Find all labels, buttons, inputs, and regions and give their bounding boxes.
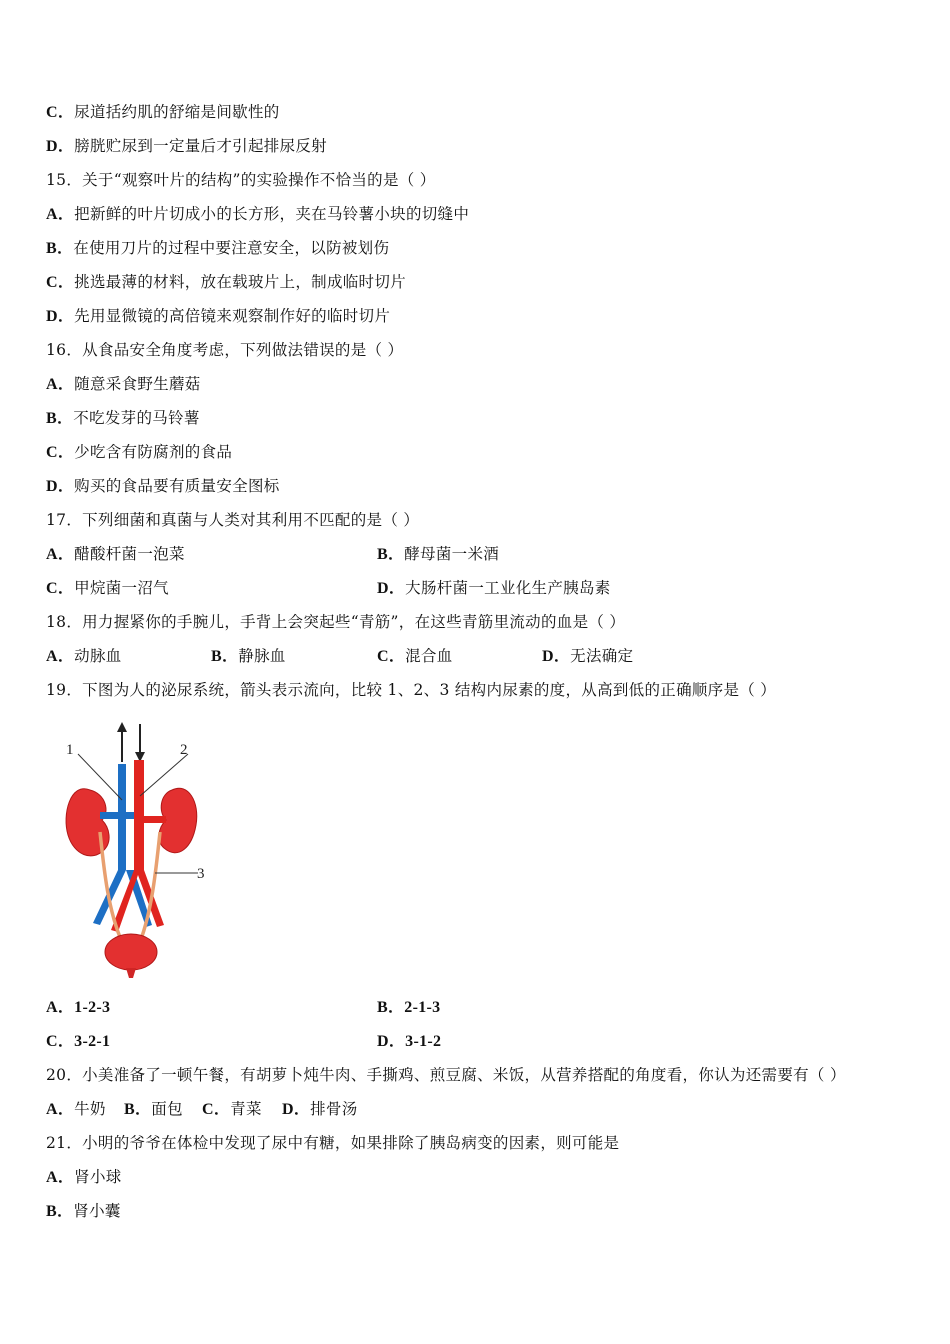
- option-text: 无法确定: [570, 647, 634, 665]
- question-text: 下图为人的泌尿系统，箭头表示流向，比较 1、2、3 结构内尿素的度，从高到低的正确顺序是（ ）: [82, 681, 777, 699]
- question-number: 21．: [46, 1134, 83, 1152]
- q21-option-a: [46, 1165, 122, 1189]
- question-16: [46, 338, 403, 362]
- urinary-system-figure: [60, 720, 220, 980]
- option-text: 随意采食野生蘑菇: [74, 375, 201, 393]
- option-label: C．: [46, 274, 75, 291]
- option-label: D．: [542, 648, 571, 665]
- question-text: 小明的爷爷在体检中发现了尿中有糖，如果排除了胰岛病变的因素，则可能是: [82, 1134, 620, 1152]
- option-label: A．: [46, 1169, 75, 1186]
- option-text: 膀胱贮尿到一定量后才引起排尿反射: [74, 137, 327, 155]
- q20-option-c: [202, 1097, 262, 1122]
- option-text: 肾小球: [74, 1168, 122, 1186]
- option-label: B．: [46, 240, 74, 257]
- option-label: D．: [377, 580, 406, 597]
- upward-arrow-head: [117, 722, 127, 732]
- option-text: 3-2-1: [74, 1033, 111, 1050]
- q18-option-b: [211, 644, 286, 669]
- question-number: 18．: [46, 613, 83, 631]
- question-text: 用力握紧你的手腕儿，手背上会突起些“青筋”，在这些青筋里流动的血是（ ）: [82, 613, 626, 631]
- option-text: 购买的食品要有质量安全图标: [74, 477, 280, 495]
- structure-label-3: 3: [197, 866, 205, 882]
- q20-option-a: [46, 1097, 106, 1122]
- q19-options-row-2: [46, 1029, 906, 1053]
- question-19: [46, 678, 776, 702]
- question-17: [46, 508, 419, 532]
- q16-option-b: [46, 406, 200, 430]
- question-number: 16．: [46, 341, 83, 359]
- option-text: 排骨汤: [310, 1100, 358, 1118]
- option-text: 大肠杆菌一工业化生产胰岛素: [405, 579, 611, 597]
- structure-label-2: 2: [180, 742, 188, 758]
- option-label: D．: [282, 1101, 311, 1118]
- option-label: B．: [46, 410, 74, 427]
- q18-option-a: [46, 644, 122, 669]
- q14-option-c: [46, 100, 280, 124]
- question-number: 19．: [46, 681, 83, 699]
- option-text: 尿道括约肌的舒缩是间歇性的: [74, 103, 280, 121]
- option-label: A．: [46, 546, 75, 563]
- q16-option-a: [46, 372, 201, 396]
- option-text: 3-1-2: [405, 1033, 442, 1050]
- option-label: C．: [377, 648, 406, 665]
- option-text: 动脉血: [74, 647, 122, 665]
- question-number: 17．: [46, 511, 83, 529]
- option-text: 2-1-3: [404, 999, 441, 1016]
- q17-options-row-2: [46, 576, 906, 600]
- q19-option-d: [377, 1029, 441, 1054]
- question-text: 小美准备了一顿午餐，有胡萝卜炖牛肉、手撕鸡、煎豆腐、米饭，从营养搭配的角度看，你认为还需要有（ ）: [82, 1066, 846, 1084]
- option-label: A．: [46, 648, 75, 665]
- option-label: B．: [124, 1101, 152, 1118]
- option-label: B．: [46, 1203, 74, 1220]
- option-label: A．: [46, 206, 75, 223]
- option-text: 在使用刀片的过程中要注意安全，以防被划伤: [73, 239, 390, 257]
- q19-options-row-1: [46, 995, 906, 1019]
- option-text: 酵母菌一米酒: [404, 545, 500, 563]
- renal-artery: [134, 816, 166, 823]
- option-label: B．: [211, 648, 239, 665]
- question-number: 15．: [46, 171, 83, 189]
- option-label: A．: [46, 999, 75, 1016]
- option-text: 静脉血: [238, 647, 286, 665]
- question-number: 20．: [46, 1066, 83, 1084]
- q14-option-d: [46, 134, 327, 158]
- q19-option-b: [377, 995, 440, 1020]
- option-label: D．: [377, 1033, 406, 1050]
- option-text: 先用显微镜的高倍镜来观察制作好的临时切片: [74, 307, 391, 325]
- renal-vein: [100, 812, 134, 819]
- option-label: C．: [46, 1033, 75, 1050]
- q20-option-d: [282, 1097, 358, 1122]
- option-label: B．: [377, 999, 405, 1016]
- q18-option-d: [542, 644, 633, 669]
- option-text: 青菜: [230, 1100, 262, 1118]
- q21-option-b: [46, 1199, 121, 1223]
- q15-option-c: [46, 270, 406, 294]
- option-text: 把新鲜的叶片切成小的长方形，夹在马铃薯小块的切缝中: [74, 205, 470, 223]
- q16-option-d: [46, 474, 280, 498]
- q15-option-a: [46, 202, 469, 226]
- flow-arrows: [117, 722, 145, 762]
- question-text: 关于“观察叶片的结构”的实验操作不恰当的是（ ）: [82, 171, 436, 189]
- q20-option-b: [124, 1097, 183, 1122]
- option-label: C．: [46, 444, 75, 461]
- q17-options-row-1: [46, 542, 906, 566]
- option-label: A．: [46, 376, 75, 393]
- option-text: 挑选最薄的材料，放在载玻片上，制成临时切片: [74, 273, 406, 291]
- option-text: 醋酸杆菌一泡菜: [74, 545, 185, 563]
- question-text: 下列细菌和真菌与人类对其利用不匹配的是（ ）: [82, 511, 420, 529]
- option-text: 不吃发芽的马铃薯: [73, 409, 200, 427]
- option-text: 肾小囊: [73, 1202, 121, 1220]
- urinary-system-diagram: [60, 720, 220, 980]
- option-label: B．: [377, 546, 405, 563]
- q18-options: [46, 644, 906, 668]
- question-20: [46, 1063, 846, 1087]
- question-text: 从食品安全角度考虑，下列做法错误的是（ ）: [82, 341, 404, 359]
- question-18: [46, 610, 625, 634]
- q18-option-c: [377, 644, 453, 669]
- q19-option-a: [46, 995, 110, 1020]
- structure-label-1: 1: [66, 742, 74, 758]
- q15-option-b: [46, 236, 389, 260]
- option-label: D．: [46, 308, 75, 325]
- option-text: 面包: [151, 1100, 183, 1118]
- option-text: 混合血: [405, 647, 453, 665]
- q20-options: [46, 1097, 906, 1121]
- urethra: [126, 968, 136, 978]
- option-label: D．: [46, 138, 75, 155]
- bladder: [105, 934, 157, 970]
- option-text: 牛奶: [74, 1100, 106, 1118]
- option-label: C．: [46, 104, 75, 121]
- option-label: C．: [202, 1101, 231, 1118]
- option-label: C．: [46, 580, 75, 597]
- q16-option-c: [46, 440, 232, 464]
- q17-option-b: [377, 542, 499, 567]
- option-text: 少吃含有防腐剂的食品: [74, 443, 233, 461]
- q17-option-d: [377, 576, 611, 601]
- question-21: [46, 1131, 619, 1155]
- option-text: 1-2-3: [74, 999, 111, 1016]
- q17-option-c: [46, 576, 169, 601]
- option-label: D．: [46, 478, 75, 495]
- option-label: A．: [46, 1101, 75, 1118]
- q17-option-a: [46, 542, 185, 567]
- q19-option-c: [46, 1029, 110, 1054]
- question-15: [46, 168, 436, 192]
- option-text: 甲烷菌一沼气: [74, 579, 169, 597]
- q15-option-d: [46, 304, 390, 328]
